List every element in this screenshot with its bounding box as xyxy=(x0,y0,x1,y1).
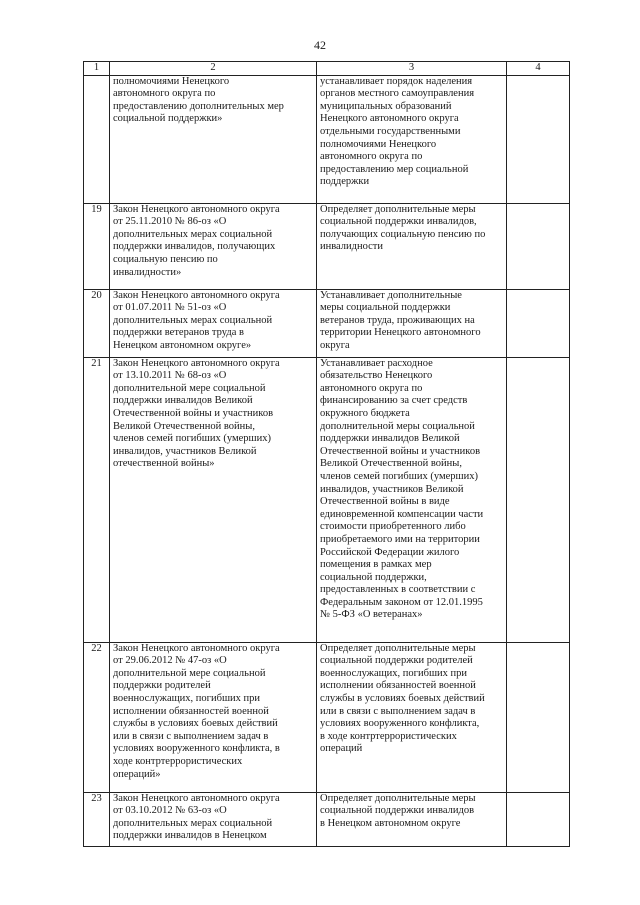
description-text: устанавливает порядок наделения органов местного самоуправления муниципальных образований Ненецкого автономного округа отдельными государственными полномочиями Ненецкого автономного округа по предоставлению мер социальной поддержки xyxy=(320,75,475,188)
description-cell xyxy=(317,642,507,792)
row-number-text: 19 xyxy=(91,203,102,215)
description-cell xyxy=(317,289,507,357)
row-number-text: 20 xyxy=(91,289,102,301)
law-cell xyxy=(110,203,317,289)
law-text: Закон Ненецкого автономного округа от 25.11.2010 № 86-оз «О дополнительных мерах социальной поддержки инвалидов, получающих социальную пенсию по инвалидности» xyxy=(113,203,280,278)
row-number xyxy=(84,289,110,357)
page-number: 42 xyxy=(314,38,326,52)
laws-table xyxy=(83,61,570,847)
row-number xyxy=(84,75,110,203)
law-cell xyxy=(110,792,317,846)
table-row xyxy=(84,75,570,203)
row-number-text: 23 xyxy=(91,792,102,804)
row-number xyxy=(84,357,110,642)
description-text: Определяет дополнительные меры социальной поддержки инвалидов в Ненецком автономном округе xyxy=(320,792,476,829)
note-cell xyxy=(507,75,570,203)
law-text: Закон Ненецкого автономного округа от 29.06.2012 № 47-оз «О дополнительной мере социальной поддержки родителей военнослужащих, погибших при исполнении обязанностей военной службы в условиях боевых действий или в связи с выполнением задач в условиях вооруженного конфликта, в ходе контртеррористических операций» xyxy=(113,642,280,780)
law-cell xyxy=(110,642,317,792)
description-cell xyxy=(317,357,507,642)
column-header-note: 4 xyxy=(507,62,570,76)
description-cell xyxy=(317,792,507,846)
description-cell xyxy=(317,203,507,289)
note-cell xyxy=(507,792,570,846)
note-cell xyxy=(507,203,570,289)
law-text: Закон Ненецкого автономного округа от 01.07.2011 № 51-оз «О дополнительных мерах социальной поддержки ветеранов труда в Ненецком автономном округе» xyxy=(113,289,280,351)
table-row xyxy=(84,642,570,792)
table-header-row xyxy=(84,62,570,76)
law-cell xyxy=(110,357,317,642)
law-cell xyxy=(110,289,317,357)
note-cell xyxy=(507,289,570,357)
description-text: Определяет дополнительные меры социальной поддержки родителей военнослужащих, погибших при исполнении обязанностей военной службы в условиях боевых действий или в связи с выполнением задач в условиях вооруженного конфликта, в ходе контртеррористических операций xyxy=(320,642,485,755)
table-row xyxy=(84,289,570,357)
description-text: Определяет дополнительные меры социальной поддержки инвалидов, получающих социальную пенсию по инвалидности xyxy=(320,203,486,253)
row-number xyxy=(84,203,110,289)
column-header-description: 3 xyxy=(317,62,507,76)
column-header-number: 1 xyxy=(84,62,110,76)
table-row xyxy=(84,203,570,289)
note-cell xyxy=(507,357,570,642)
law-cell xyxy=(110,75,317,203)
law-text: Закон Ненецкого автономного округа от 13.10.2011 № 68-оз «О дополнительной мере социальной поддержки инвалидов Великой Отечественной войны и участников Великой Отечественной войны, членов семей погибших (умерших) инвалидов, участников Великой отечественной войны» xyxy=(113,357,280,470)
row-number-text: 22 xyxy=(91,642,102,654)
law-text: Закон Ненецкого автономного округа от 03.10.2012 № 63-оз «О дополнительных мерах социальной поддержки инвалидов в Ненецком xyxy=(113,792,280,842)
description-cell xyxy=(317,75,507,203)
table-row xyxy=(84,357,570,642)
row-number-text: 21 xyxy=(91,357,102,369)
table-row xyxy=(84,792,570,846)
column-header-law: 2 xyxy=(110,62,317,76)
row-number xyxy=(84,642,110,792)
law-text: полномочиями Ненецкого автономного округа по предоставлению дополнительных мер социальной поддержки» xyxy=(113,75,284,125)
row-number xyxy=(84,792,110,846)
note-cell xyxy=(507,642,570,792)
description-text: Устанавливает расходное обязательство Ненецкого автономного округа по финансированию за счет средств окружного бюджета дополнительной меры социальной поддержки инвалидов Великой Отечественной войны и участников Великой Отечественной войны, членов семей погибших (умерших) инвалидов, участников Великой Отечественной войны в виде единовременной компенсации части стоимости приобретенного либо приобретаемого ими на территории Российской Федерации жилого помещения в рамках мер социальной поддержки, предоставленных в соответствии с Федеральным законом от 12.01.1995 № 5-ФЗ «О ветеранах» xyxy=(320,357,484,621)
description-text: Устанавливает дополнительные меры социальной поддержки ветеранов труда, проживающих на территории Ненецкого автономного округа xyxy=(320,289,481,351)
